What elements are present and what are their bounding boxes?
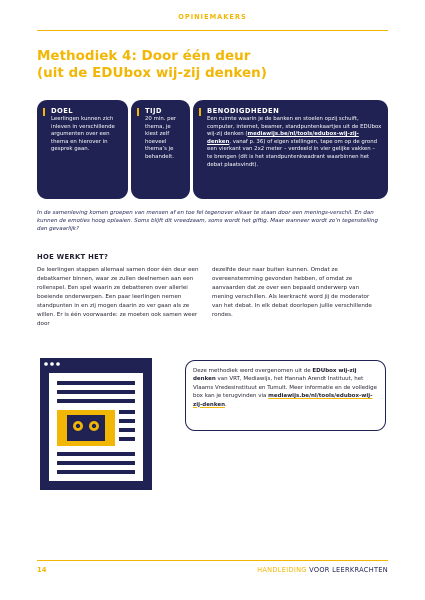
callout-link[interactable]: mediawijs.be/nl/tools/edubox-wij-zij-denken xyxy=(193,393,373,408)
top-divider xyxy=(37,30,388,31)
tijd-heading: TIJD xyxy=(145,107,162,115)
title-line-1: Methodiek 4: Door één deur xyxy=(37,48,251,64)
window-dot xyxy=(56,362,60,366)
face-inner xyxy=(67,415,105,441)
benodigdheden-text-after: , vanaf p. 36) of eigen stellingen, tape om op de grond een vierkant van 2x2 meter – verdeeld in vier gelijke vakken – te brengen (dit is het standpuntenkwadrant waarbinnen het debat plaatsvindt). xyxy=(207,138,378,168)
callout-text-after: . xyxy=(225,401,227,408)
page-number: 14 xyxy=(37,566,47,574)
footer-title-left: HANDLEIDING xyxy=(257,566,307,574)
benodigdheden-heading: BENODIGDHEDEN xyxy=(207,107,280,115)
window-dot xyxy=(44,362,48,366)
accent-bar xyxy=(43,108,45,116)
accent-bar xyxy=(199,108,201,116)
doel-box xyxy=(37,100,128,199)
benodigdheden-text xyxy=(207,116,382,169)
how-column-2: dezelfde deur naar buiten kunnen. Omdat ze overeenstemming gevonden hebben, of omdat ze aanvaarden dat ze over een bepaald onderwerp van mening verschillen. Als leerkracht word jij de moderator van het debat. In elk debat doorlopen jullie verschillende rondes. xyxy=(212,267,372,318)
tijd-text: 20 min. per thema, je kiest zelf hoeveel thema’s je behandelt. xyxy=(145,116,177,160)
benodigdheden-text-before: Een ruimte waarin je de banken en stoelen opzij schuift, computer, internet, beamer, standpuntenkaartjes uit de EDUbox wij-zij denken ( xyxy=(207,116,382,138)
footer-title xyxy=(257,566,388,574)
benodigdheden-box xyxy=(193,100,388,199)
callout-text-middle: van VRT, Mediawijs, het Hannah Arendt Instituut, het Vlaams Vredesinstituut en Tumult. Meer informatie en de volledige box kan je terugvinden via xyxy=(193,376,378,400)
source-callout xyxy=(185,360,386,431)
benodigdheden-link[interactable]: mediawijs.be/nl/tools/edubox-wij-zij-denken xyxy=(207,131,359,145)
accent-bar xyxy=(137,108,139,116)
window-dot xyxy=(50,362,54,366)
footer-title-right: VOOR LEERKRACHTEN xyxy=(306,566,388,574)
section-label: OPINIEMAKERS xyxy=(178,13,247,21)
how-column-1: De leerlingen stappen allemaal samen door één deur een debatkamer binnen, waar ze zullen deelnemen aan een rollenspel. Een spel waarin ze debatteren over allerlei boeiende onderwerpen. Een paar leerlingen nemen standpunten in en zij mogen daarin zo ver gaan als ze willen. Er is één voorwaarde: ze moeten ook samen weer door xyxy=(37,267,199,327)
callout-bold: EDUbox wij-zij denken xyxy=(193,368,357,383)
doel-heading: DOEL xyxy=(51,107,73,115)
intro-text: In de samenleving komen groepen van mensen af en toe fel tegenover elkaar te staan door een menings-verschil. En dan kunnen de emoties hoog oplaaien. Soms blijft dit vreedzaam, soms wordt het giftig. Maar wanneer wordt zo’n tegenstelling dan gevaarlijk? xyxy=(37,210,378,233)
tijd-box xyxy=(131,100,190,199)
callout-text-before: Deze methodiek werd overgenomen uit de xyxy=(193,368,313,374)
section-heading-how: HOE WERKT HET? xyxy=(37,253,109,261)
page-title xyxy=(37,48,388,82)
doel-text: Leerlingen kunnen zich inleven in verschillende argumenten over een thema en hierover in gesprek gaan. xyxy=(51,116,115,153)
title-line-2: (uit de EDUbox wij-zij denken) xyxy=(37,65,267,81)
browser-window-illustration xyxy=(37,352,155,494)
bottom-divider xyxy=(37,560,388,561)
